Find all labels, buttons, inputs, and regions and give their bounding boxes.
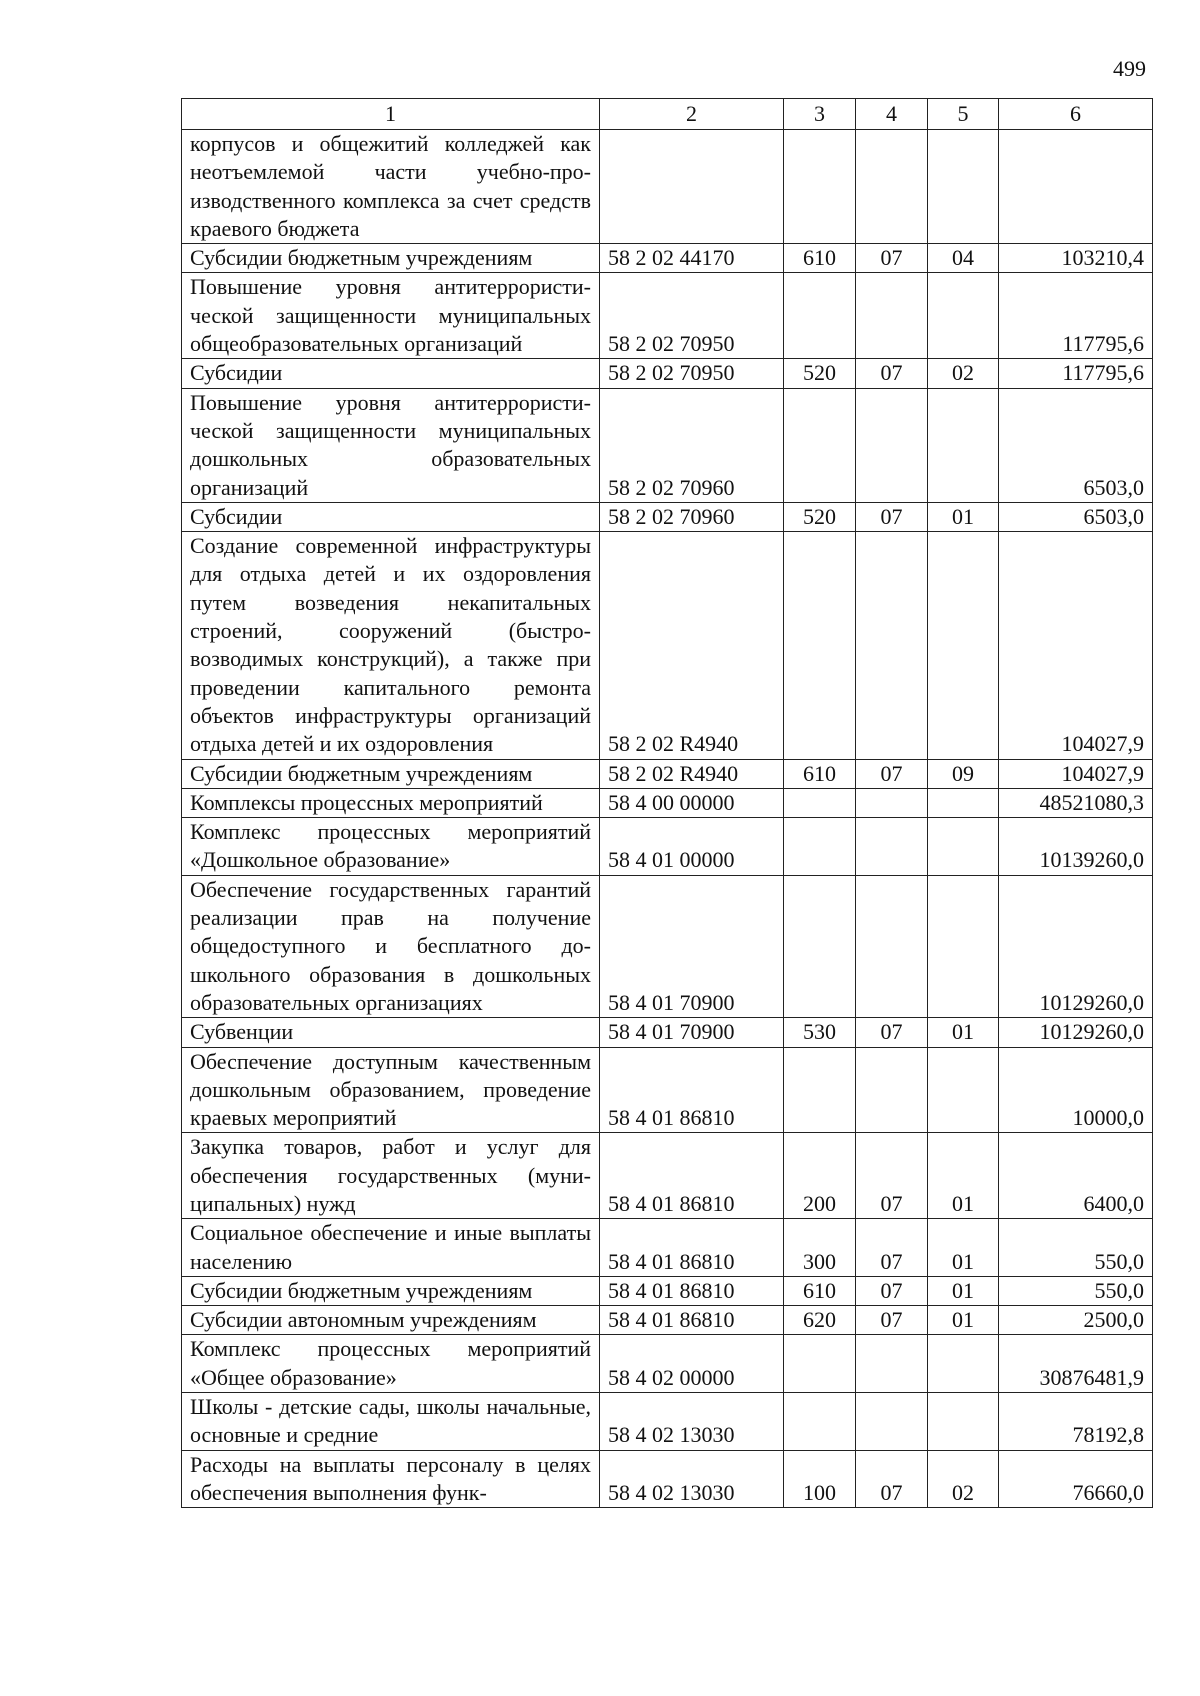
- row-name-cell: Комплексы процессных мероприятий: [182, 788, 600, 817]
- row-col5-cell: 01: [928, 1018, 999, 1047]
- row-code-cell: 58 4 01 86810: [600, 1133, 784, 1219]
- header-cell: 1: [182, 99, 600, 130]
- row-col3-cell: 620: [784, 1306, 856, 1335]
- row-name-cell: Повышение уровня антитеррористической защищенности муниципальных дошкольных образовательных организаций: [182, 388, 600, 502]
- row-code-cell: 58 4 01 86810: [600, 1219, 784, 1277]
- row-amount-cell: [999, 130, 1153, 244]
- row-col4-cell: 07: [856, 1306, 928, 1335]
- page-number: 499: [1113, 56, 1146, 81]
- header-row: [182, 99, 1153, 130]
- row-col4-cell: 07: [856, 1133, 928, 1219]
- row-col5-cell: [928, 788, 999, 817]
- header-cell: 4: [856, 99, 928, 130]
- table-row: [182, 388, 1153, 502]
- row-code-cell: 58 4 01 70900: [600, 875, 784, 1017]
- row-code-cell: 58 4 02 00000: [600, 1335, 784, 1393]
- table-row: [182, 818, 1153, 876]
- table-row: [182, 244, 1153, 273]
- row-col3-cell: [784, 818, 856, 876]
- row-col4-cell: [856, 532, 928, 759]
- row-code-cell: 58 2 02 70950: [600, 359, 784, 388]
- row-code-cell: 58 4 00 00000: [600, 788, 784, 817]
- row-col3-cell: [784, 875, 856, 1017]
- row-col5-cell: [928, 388, 999, 502]
- row-amount-cell: 2500,0: [999, 1306, 1153, 1335]
- row-amount-cell: 104027,9: [999, 759, 1153, 788]
- row-col5-cell: 01: [928, 1219, 999, 1277]
- row-amount-cell: 10129260,0: [999, 875, 1153, 1017]
- row-col5-cell: 01: [928, 1133, 999, 1219]
- row-col3-cell: [784, 1335, 856, 1393]
- table-row: [182, 1219, 1153, 1277]
- row-amount-cell: 10000,0: [999, 1047, 1153, 1133]
- row-code-cell: 58 2 02 R4940: [600, 532, 784, 759]
- row-col4-cell: 07: [856, 1219, 928, 1277]
- row-col5-cell: 01: [928, 1276, 999, 1305]
- row-code-cell: 58 4 01 70900: [600, 1018, 784, 1047]
- table-row: [182, 1133, 1153, 1219]
- row-col3-cell: [784, 388, 856, 502]
- row-amount-cell: 76660,0: [999, 1450, 1153, 1508]
- row-col5-cell: [928, 1393, 999, 1451]
- header-cell: 2: [600, 99, 784, 130]
- row-col5-cell: 02: [928, 359, 999, 388]
- row-col5-cell: [928, 818, 999, 876]
- row-col5-cell: [928, 1047, 999, 1133]
- row-col5-cell: [928, 1335, 999, 1393]
- row-code-cell: 58 2 02 70960: [600, 502, 784, 531]
- header-cell: 3: [784, 99, 856, 130]
- row-amount-cell: 117795,6: [999, 359, 1153, 388]
- row-name-cell: корпусов и общежитий колледжей как неотъемлемой части учебно-производственного комплекса за счет средств краевого бюджета: [182, 130, 600, 244]
- row-name-cell: Расходы на выплаты персоналу в целях обеспечения выполнения функ-: [182, 1450, 600, 1508]
- row-col3-cell: 200: [784, 1133, 856, 1219]
- row-amount-cell: 6503,0: [999, 502, 1153, 531]
- row-col4-cell: [856, 273, 928, 359]
- row-amount-cell: 104027,9: [999, 532, 1153, 759]
- table-row: [182, 1306, 1153, 1335]
- row-name-cell: Субсидии: [182, 359, 600, 388]
- row-code-cell: 58 4 02 13030: [600, 1393, 784, 1451]
- row-name-cell: Субсидии автономным учреждениям: [182, 1306, 600, 1335]
- row-name-cell: Обеспечение государственных гарантий реализации прав на получение общедоступного и бесплатного дошкольного образования в дошкольных образовательных организациях: [182, 875, 600, 1017]
- row-col3-cell: [784, 273, 856, 359]
- header-cell: 6: [999, 99, 1153, 130]
- row-amount-cell: 48521080,3: [999, 788, 1153, 817]
- row-name-cell: Субсидии бюджетным учреждениям: [182, 1276, 600, 1305]
- row-amount-cell: 30876481,9: [999, 1335, 1153, 1393]
- table-row: [182, 359, 1153, 388]
- table-row: [182, 759, 1153, 788]
- row-code-cell: 58 4 02 13030: [600, 1450, 784, 1508]
- row-name-cell: Социальное обеспечение и иные выплаты населению: [182, 1219, 600, 1277]
- row-col3-cell: 300: [784, 1219, 856, 1277]
- row-col3-cell: 100: [784, 1450, 856, 1508]
- table-row: [182, 273, 1153, 359]
- table-body: [182, 130, 1153, 1508]
- table-row: [182, 788, 1153, 817]
- row-code-cell: 58 2 02 70950: [600, 273, 784, 359]
- row-col4-cell: [856, 818, 928, 876]
- row-name-cell: Создание современной инфраструктуры для отдыха детей и их оздоровления путем возведения некапитальных строений, сооружений (быстровозводимых конструкций), а также при проведении капитального ремонта объектов инфраструктуры организаций отдыха детей и их оздоровления: [182, 532, 600, 759]
- row-name-cell: Закупка товаров, работ и услуг для обеспечения государственных (муниципальных) нужд: [182, 1133, 600, 1219]
- table-row: [182, 1393, 1153, 1451]
- row-name-cell: Субсидии бюджетным учреждениям: [182, 759, 600, 788]
- row-col3-cell: [784, 788, 856, 817]
- row-col3-cell: [784, 130, 856, 244]
- row-col3-cell: 520: [784, 502, 856, 531]
- table-row: [182, 1047, 1153, 1133]
- row-amount-cell: 6503,0: [999, 388, 1153, 502]
- table-row: [182, 502, 1153, 531]
- row-amount-cell: 117795,6: [999, 273, 1153, 359]
- table-row: [182, 130, 1153, 244]
- row-code-cell: 58 2 02 R4940: [600, 759, 784, 788]
- row-col3-cell: 520: [784, 359, 856, 388]
- table-row: [182, 1276, 1153, 1305]
- row-col4-cell: 07: [856, 1276, 928, 1305]
- row-col4-cell: [856, 1335, 928, 1393]
- table-row: [182, 1018, 1153, 1047]
- row-name-cell: Комплекс процессных мероприятий «Общее образование»: [182, 1335, 600, 1393]
- row-col4-cell: [856, 1047, 928, 1133]
- row-name-cell: Субсидии: [182, 502, 600, 531]
- table-row: [182, 1335, 1153, 1393]
- row-col4-cell: 07: [856, 502, 928, 531]
- row-amount-cell: 6400,0: [999, 1133, 1153, 1219]
- row-col3-cell: 610: [784, 1276, 856, 1305]
- row-name-cell: Комплекс процессных мероприятий «Дошкольное образование»: [182, 818, 600, 876]
- row-col5-cell: 09: [928, 759, 999, 788]
- row-name-cell: Субвенции: [182, 1018, 600, 1047]
- row-amount-cell: 550,0: [999, 1219, 1153, 1277]
- row-name-cell: Школы - детские сады, школы начальные, основные и средние: [182, 1393, 600, 1451]
- row-col4-cell: [856, 130, 928, 244]
- row-col5-cell: [928, 875, 999, 1017]
- row-col4-cell: 07: [856, 759, 928, 788]
- row-col3-cell: 610: [784, 244, 856, 273]
- row-name-cell: Повышение уровня антитеррористической защищенности муниципальных общеобразовательных организаций: [182, 273, 600, 359]
- row-col4-cell: 07: [856, 1018, 928, 1047]
- row-col4-cell: 07: [856, 359, 928, 388]
- row-col4-cell: [856, 1393, 928, 1451]
- row-amount-cell: 10129260,0: [999, 1018, 1153, 1047]
- row-col4-cell: [856, 788, 928, 817]
- header-cell: 5: [928, 99, 999, 130]
- row-name-cell: Субсидии бюджетным учреждениям: [182, 244, 600, 273]
- row-col3-cell: 530: [784, 1018, 856, 1047]
- budget-table: [181, 98, 1153, 1508]
- row-col5-cell: 01: [928, 502, 999, 531]
- row-code-cell: 58 4 01 86810: [600, 1306, 784, 1335]
- table-row: [182, 1450, 1153, 1508]
- row-code-cell: 58 4 01 00000: [600, 818, 784, 876]
- row-col4-cell: 07: [856, 1450, 928, 1508]
- row-col5-cell: [928, 532, 999, 759]
- row-col5-cell: 04: [928, 244, 999, 273]
- row-code-cell: [600, 130, 784, 244]
- row-code-cell: 58 4 01 86810: [600, 1047, 784, 1133]
- row-col3-cell: [784, 532, 856, 759]
- row-col5-cell: [928, 130, 999, 244]
- table-row: [182, 532, 1153, 759]
- row-col3-cell: [784, 1393, 856, 1451]
- row-col3-cell: 610: [784, 759, 856, 788]
- row-code-cell: 58 2 02 70960: [600, 388, 784, 502]
- row-col3-cell: [784, 1047, 856, 1133]
- row-name-cell: Обеспечение доступным качественным дошкольным образованием, проведение краевых мероприятий: [182, 1047, 600, 1133]
- row-col4-cell: 07: [856, 244, 928, 273]
- row-col5-cell: 02: [928, 1450, 999, 1508]
- row-code-cell: 58 4 01 86810: [600, 1276, 784, 1305]
- table-row: [182, 875, 1153, 1017]
- row-amount-cell: 78192,8: [999, 1393, 1153, 1451]
- row-col5-cell: [928, 273, 999, 359]
- row-col4-cell: [856, 388, 928, 502]
- row-col5-cell: 01: [928, 1306, 999, 1335]
- row-col4-cell: [856, 875, 928, 1017]
- row-amount-cell: 550,0: [999, 1276, 1153, 1305]
- row-code-cell: 58 2 02 44170: [600, 244, 784, 273]
- row-amount-cell: 10139260,0: [999, 818, 1153, 876]
- row-amount-cell: 103210,4: [999, 244, 1153, 273]
